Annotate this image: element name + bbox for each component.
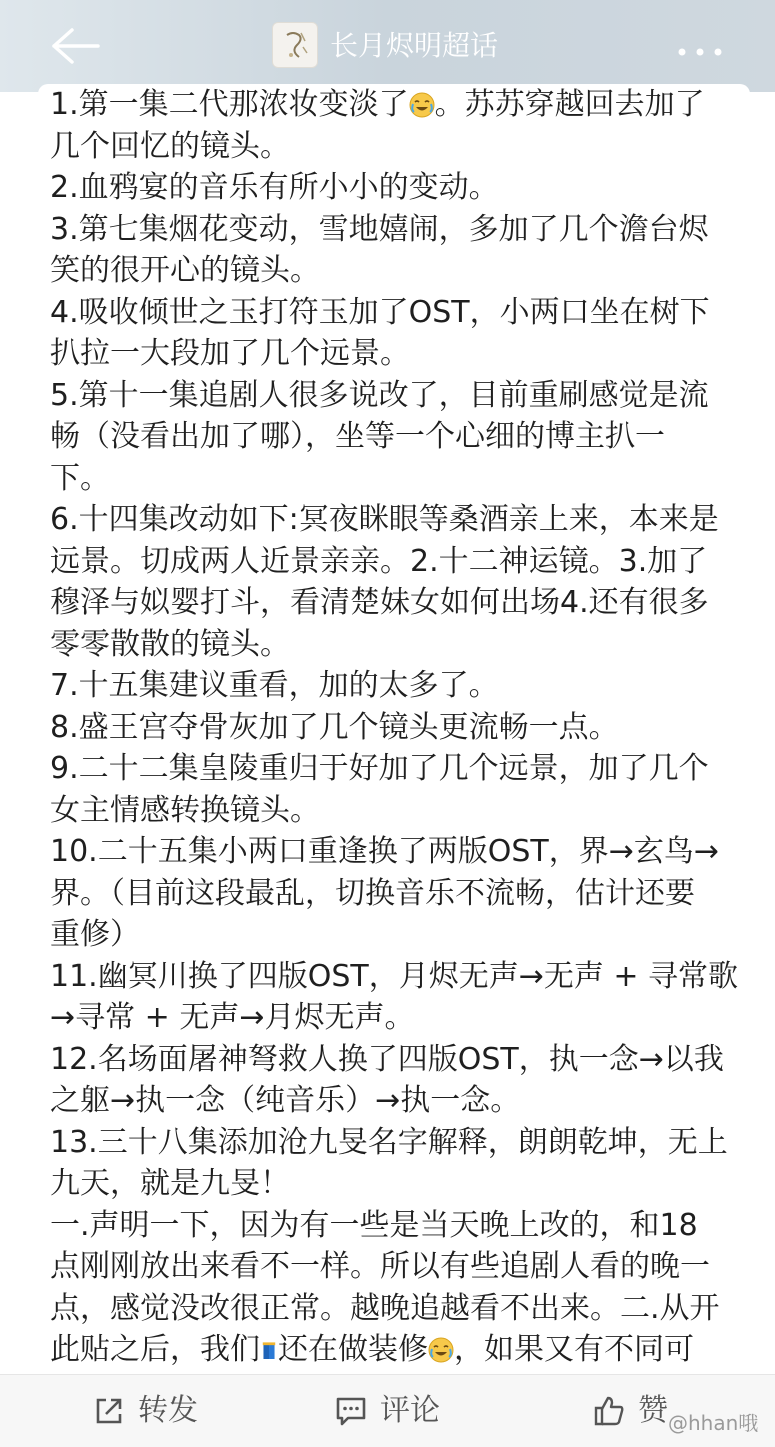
post-text: ，如果又有不同可 (454, 1332, 694, 1367)
back-button[interactable] (48, 24, 108, 68)
post-line: 5.第十一集追剧人很多说改了，目前重刷感觉是流 (50, 377, 709, 413)
post-line: 之躯→执一念（纯音乐）→执一念。 (50, 1083, 521, 1118)
back-arrow-icon (48, 24, 108, 68)
post-line: 11.幽冥川换了四版OST，月烬无声→无声 + 寻常歌 (50, 958, 739, 994)
repost-icon (92, 1394, 126, 1428)
page-title: 长月烬明超话 (330, 29, 499, 62)
post-line: 九天，就是九旻！ (50, 1166, 290, 1201)
post-text: 还在做装修 (278, 1332, 428, 1367)
post-line: 下。 (50, 460, 110, 496)
supertopic-logo-icon[interactable] (272, 22, 318, 68)
post-line: →寻常 + 无声→月烬无声。 (50, 1000, 415, 1035)
post-line: 12.名场面屠神弩救人换了四版OST，执一念→以我 (50, 1041, 724, 1077)
post-text: 1.第一集二代那浓妆变淡了 (50, 87, 409, 122)
post-line: 界。（目前这段最乱，切换音乐不流畅，估计还要 (50, 875, 695, 911)
post-line: 8.盛王宫夺骨灰加了几个镜头更流畅一点。 (50, 709, 619, 745)
repost-button[interactable] (92, 1375, 232, 1447)
post-line: 一.声明一下，因为有一些是当天晚上改的，和18 (50, 1207, 698, 1243)
post-line: 9.二十二集皇陵重归于好加了几个远景，加了几个 (50, 751, 709, 786)
post-line: 2.血鸦宴的音乐有所小小的变动。 (50, 170, 499, 205)
post-line: 点，感觉没改很正常。越晚追越看不出来。二.从开 (50, 1290, 720, 1326)
post-line: 10.二十五集小两口重逢换了两版OST，界→玄鸟→ (50, 834, 719, 869)
post-line: 重修） (50, 917, 140, 952)
thumbs-up-icon (592, 1394, 626, 1428)
bottom-action-bar (0, 1374, 775, 1447)
laugh-cry-emoji (428, 1337, 454, 1363)
post-line-last (50, 1329, 750, 1371)
post-line: 零零散散的镜头。 (50, 626, 290, 662)
post-line: 穆泽与姒婴打斗，看清楚妹女如何出场4.还有很多 (50, 585, 709, 620)
post-line: 点刚刚放出来看不一样。所以有些追剧人看的晚一 (50, 1249, 710, 1284)
post-line: 女主情感转换镜头。 (50, 792, 320, 828)
post-line: 6.十四集改动如下:冥夜眯眼等桑酒亲上来，本来是 (50, 502, 719, 537)
post-line: 4.吸收倾世之玉打符玉加了OST，小两口坐在树下 (50, 294, 710, 330)
post-line-1 (50, 84, 750, 126)
top-navigation-bar (0, 0, 775, 92)
post-line: 3.第七集烟花变动，雪地嬉闹，多加了几个澹台烬 (50, 211, 709, 247)
worker-emoji (260, 1337, 278, 1363)
more-dots-icon (672, 47, 732, 57)
post-line: 远景。切成两人近景亲亲。2.十二神运镜。3.加了 (50, 543, 708, 579)
like-label: 赞 (638, 1393, 668, 1428)
post-line: 几个回忆的镜头。 (50, 128, 290, 164)
repost-label: 转发 (138, 1393, 198, 1428)
watermark: @hhan哦 (668, 1411, 759, 1435)
more-button[interactable] (672, 42, 732, 52)
laugh-cry-emoji (409, 92, 435, 118)
post-line: 畅（没看出加了哪），坐等一个心细的博主扒一 (50, 419, 665, 454)
post-content (50, 84, 750, 1374)
comment-label: 评论 (380, 1393, 440, 1428)
comment-button[interactable] (334, 1375, 474, 1447)
post-line: 13.三十八集添加沧九旻名字解释，朗朗乾坤，无上 (50, 1124, 728, 1160)
post-text: 此贴之后，我们 (50, 1332, 260, 1367)
post-line: 笑的很开心的镜头。 (50, 253, 320, 288)
post-text: 。苏苏穿越回去加了 (434, 87, 705, 122)
post-line: 扒拉一大段加了几个远景。 (50, 336, 410, 371)
comment-icon (334, 1394, 368, 1428)
post-line: 7.十五集建议重看，加的太多了。 (50, 668, 499, 703)
